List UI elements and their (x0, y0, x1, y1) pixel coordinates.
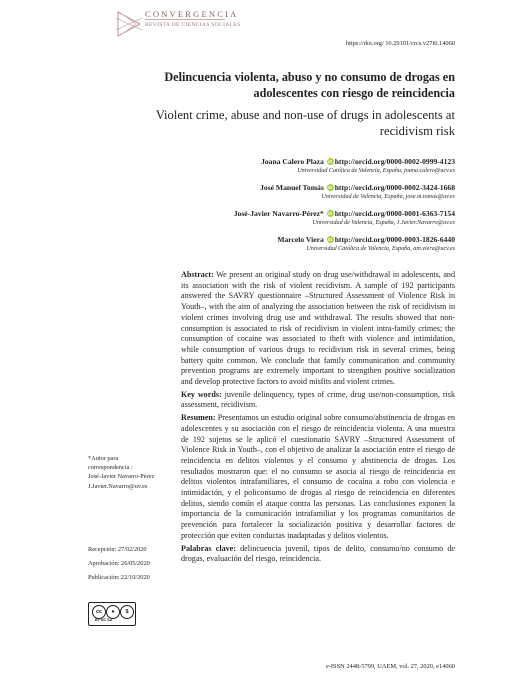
author-affiliation: Universidad Católica de Valencia, España, joana.calero@ucv.es (297, 168, 455, 174)
title-english: Violent crime, abuse and non-use of drugs in adolescents at recidivism risk (155, 108, 455, 138)
title-spanish: Delincuencia violenta, abuso y no consumo de drogas en adolescentes con riesgo de reincidencia (164, 70, 455, 100)
author-entry (130, 208, 455, 228)
correspondence-note (88, 454, 178, 491)
abstract-text: We present an original study on drug use/withdrawal in adolescents, and its association with the risk of violent recidivism. A sample of 192 participants answered the SAVRY questionnaire –Structured Assessment of Violence Risk in Youth–, with the aim of analyzing the association between the risk of recidivism in violent crimes involving drug use and withdrawal. The results showed that non-consumption is associated to risk of recidivism in violent intra-family crimes; the consumption of cocaine was associated to theft with violence and intimidation, while consumption of various drugs to recidivism risk in several crimes, being battery quite common. We conclude that family communication and community prevention programs are extremely important to strengthen positive socialization and develop protective factors to avoid misfits and violent crimes. (181, 270, 455, 387)
orcid-icon[interactable] (327, 236, 334, 243)
published-date: Publicación: 22/10/2020 (88, 574, 150, 582)
license-terms: BY NC SA (95, 618, 113, 622)
palabras-label: Palabras clave: (181, 543, 236, 553)
note-line: correspondencia : (88, 464, 133, 472)
orcid-link[interactable]: http://orcid.org/0000-0002-3424-1668 (334, 183, 455, 192)
cc-icon: cc (92, 605, 106, 619)
abstract-label: Abstract: (181, 270, 214, 279)
orcid-link[interactable]: http://orcid.org/0000-0002-0999-4123 (334, 157, 455, 166)
orcid-icon[interactable] (327, 158, 334, 165)
abstract-column (181, 270, 455, 567)
cc-license-badge[interactable] (88, 602, 136, 626)
author-affiliation: Universidad de Valencia, España, J.Javier.Navarro@uv.es (312, 220, 455, 226)
author-entry (130, 182, 455, 202)
resumen-label: Resumen: (181, 413, 216, 423)
approved-date: Aprobación: 26/05/2020 (88, 560, 150, 568)
note-line: José-Javier Navarro-Pérez (88, 473, 155, 481)
author-entry (130, 156, 455, 176)
logo-divider (145, 19, 225, 20)
author-name: José-Javier Navarro-Pérez* (233, 209, 324, 218)
journal-name: CONVERGENCIA (145, 9, 239, 19)
publication-dates (88, 545, 178, 588)
abstract-paragraph (181, 270, 455, 388)
page-footer: e-ISSN 2448-5799, UAEM, vol. 27, 2020, e14060 (325, 663, 455, 670)
orcid-link[interactable]: http://orcid.org/0000-0001-6363-7154 (334, 209, 455, 218)
doi-link[interactable]: https://doi.org/ 10.29101/crcs.v27i0.14060 (345, 40, 455, 47)
keywords-paragraph (181, 390, 455, 411)
author-affiliation: Universidad Católica de Valencia, España, am.viera@ucv.es (306, 246, 455, 252)
author-affiliation: Universidad de Valencia, España, jose.m.tomas@uv.es (321, 194, 455, 200)
nc-icon: $ (120, 605, 134, 619)
journal-subtitle: REVISTA DE CIENCIAS SOCIALES (145, 22, 241, 28)
author-name: Marcelo Viera (277, 235, 324, 244)
by-icon: ● (106, 605, 120, 619)
resumen-paragraph (181, 413, 455, 541)
author-name: José Manuel Tomás (260, 183, 324, 192)
keywords-label: Key words: (181, 389, 222, 399)
received-date: Recepción: 27/02/2020 (88, 546, 147, 553)
resumen-text: Presentamos un estudio original sobre consumo/abstinencia de drogas en adolescentes y su asociación con el riesgo de reincidencia violenta. A una muestra de 192 sujetos se le aplicó el cuestionario SAVRY –Structured Assessment of Violence Risk in Youth–, con el objetivo de analizar la asociación entre el riesgo de reincidencia en delitos violentos y el consumo y abstinencia de drogas. Los resultados mostraron que: el no consumo se asocia al riesgo de reincidencia en delitos violentos intrafamiliares, el consumo de cocaína a robo con violencia e intimidación, y el policonsumo de drogas al riesgo de reincidencia en diferentes delitos, siendo común el ataque contra las personas. Las conclusiones exponen la importancia de la comunicación intrafamiliar y los programas comunitarios de prevención para fortalecer la socialización positiva y desarrollar factores de protección que eviten conductas inadaptadas y delitos violentos. (181, 413, 455, 540)
orcid-icon[interactable] (327, 184, 334, 191)
author-entry (130, 234, 455, 254)
note-line: *Autor para (88, 455, 119, 462)
palabras-paragraph (181, 544, 455, 565)
author-name: Joana Calero Plaza (261, 157, 324, 166)
keywords-text: juvenile delinquency, types of crime, drug use/non-consumption, risk assessment, recidivism. (181, 389, 455, 410)
orcid-link[interactable]: http://orcid.org/0000-0003-1826-6440 (334, 235, 455, 244)
orcid-icon[interactable] (327, 210, 334, 217)
author-list (130, 156, 455, 260)
note-email[interactable]: J.Javier.Navarro@uv.es (88, 482, 148, 490)
palabras-text: delincuencia juvenil, tipos de delito, consumo/no consumo de drogas, evaluación del riesgo, reincidencia. (181, 543, 455, 564)
